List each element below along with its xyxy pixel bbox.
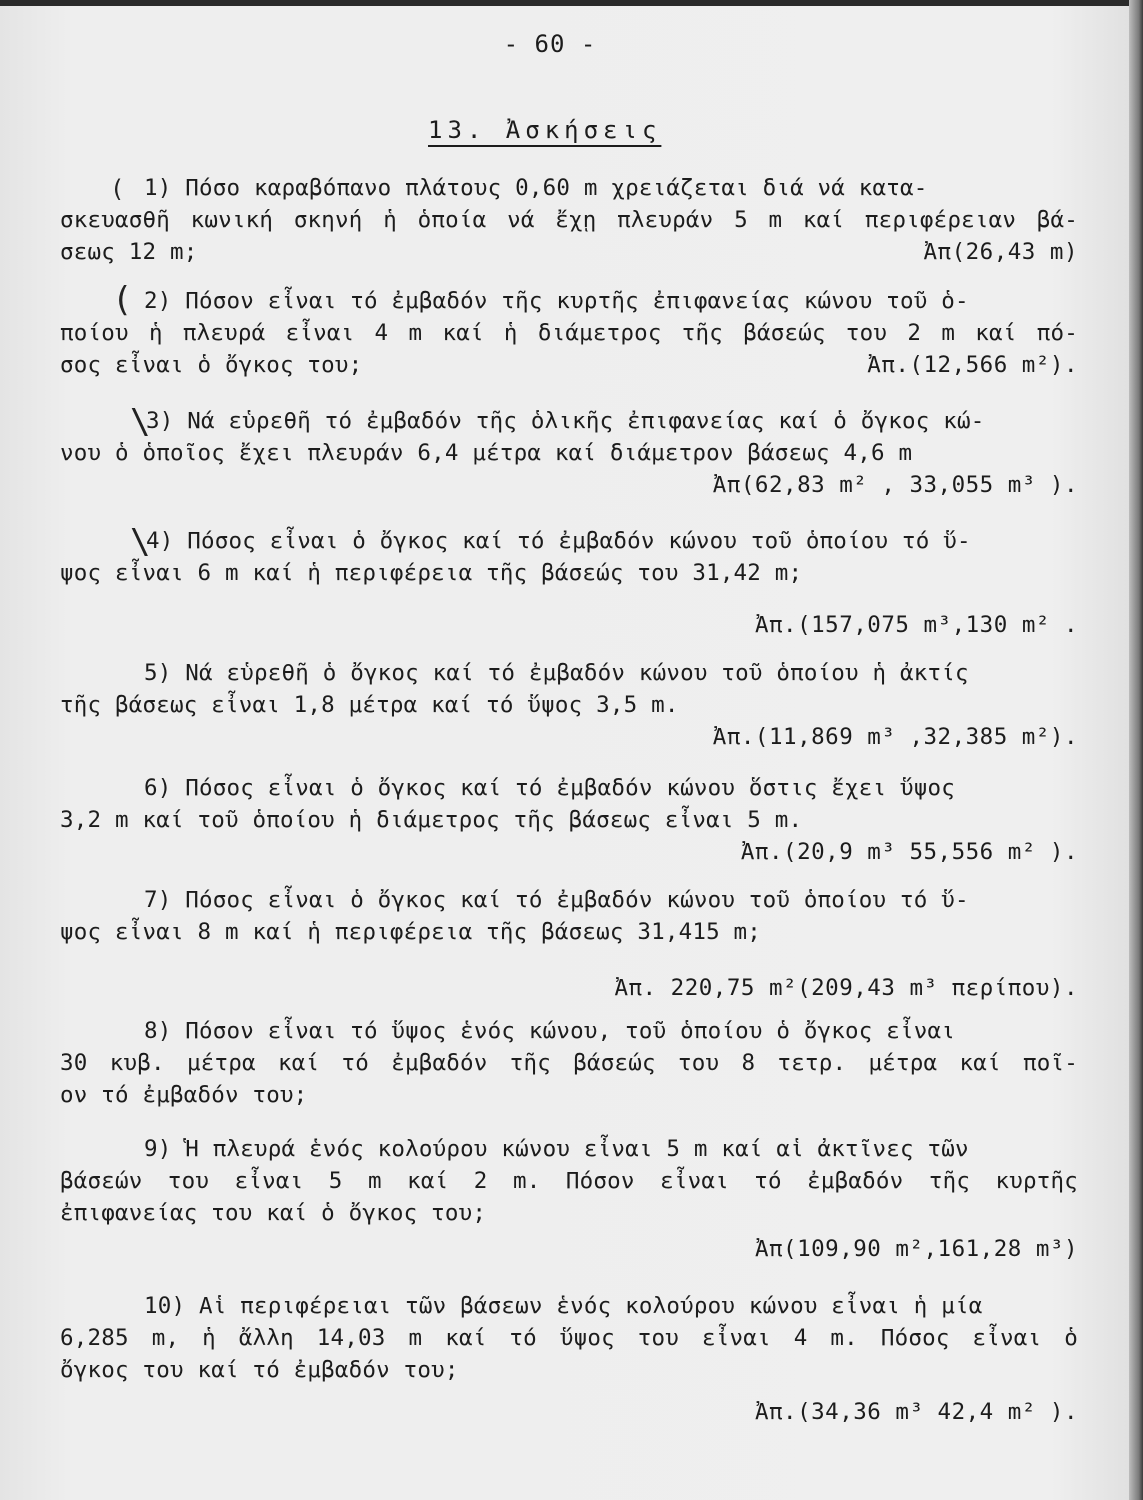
exercise-line: ον τό ἐμβαδόν του; — [60, 1082, 308, 1108]
exercise-answer: Ἀπ(62,83 m² , 33,055 m³ ). — [712, 472, 1078, 498]
exercise-answer: Ἀπ. 220,75 m²(209,43 m³ περίπου). — [614, 975, 1078, 1001]
exercise-answer: Ἀπ(109,90 m²,161,28 m³) — [754, 1236, 1078, 1262]
exercise-line: 30 κυβ. μέτρα καί τό ἐμβαδόν τῆς βάσεώς του 8 τετρ. μέτρα καί ποῖ- — [60, 1050, 1078, 1076]
page-number: - 60 - — [503, 30, 597, 58]
exercise-line: σκευασθῆ κωνική σκηνή ἡ ὁποία νά ἔχῃ πλευράν 5 m καί περιφέρειαν βά- — [60, 207, 1078, 233]
exercise-9 — [60, 1133, 1078, 1265]
exercise-line: ποίου ἡ πλευρά εἶναι 4 m καί ἡ διάμετρος τῆς βάσεώς του 2 m καί πό- — [60, 320, 1078, 346]
exercise-line: σος εἶναι ὁ ὄγκος του; — [60, 352, 363, 378]
exercise-line: 10) Αἱ περιφέρειαι τῶν βάσεων ἑνός κολούρου κώνου εἶναι ἡ μία — [144, 1293, 983, 1319]
exercise-6 — [60, 772, 1078, 872]
exercise-line: σεως 12 m; — [60, 239, 198, 265]
exercise-answer: Ἀπ.(34,36 m³ 42,4 m² ). — [754, 1399, 1078, 1425]
exercise-4 — [60, 522, 1078, 645]
exercise-line: ψος εἶναι 8 m καί ἡ περιφέρεια τῆς βάσεως 31,415 m; — [60, 919, 762, 945]
exercise-answer: Ἀπ(26,43 m) — [923, 239, 1078, 265]
exercise-line: 3) Νά εὑρεθῆ τό ἐμβαδόν τῆς ὁλικῆς ἐπιφανείας καί ὁ ὄγκος κώ- — [146, 408, 985, 434]
margin-bracket-mark: \ — [130, 402, 151, 442]
margin-bracket-mark: ( — [110, 175, 125, 203]
exercise-7 — [60, 884, 1078, 1004]
exercise-line: τῆς βάσεως εἶναι 1,8 μέτρα καί τό ὕψος 3,5 m. — [60, 692, 679, 718]
exercise-line: 7) Πόσος εἶναι ὁ ὄγκος καί τό ἐμβαδόν κώνου τοῦ ὁποίου τό ὕ- — [144, 887, 969, 913]
exercise-line: ἐπιφανείας του καί ὁ ὄγκος του; — [60, 1200, 487, 1226]
exercise-line: 6) Πόσος εἶναι ὁ ὄγκος καί τό ἐμβαδόν κώνου ὅστις ἔχει ὕψος — [144, 775, 956, 801]
exercise-line: 9) Ἡ πλευρά ἑνός κολούρου κώνου εἶναι 5 m καί αἱ ἀκτῖνες τῶν — [144, 1136, 969, 1162]
exercise-10 — [60, 1290, 1078, 1430]
section-title: 13. Ἀσκήσεις — [428, 116, 662, 144]
exercise-line: 5) Νά εὑρεθῆ ὁ ὄγκος καί τό ἐμβαδόν κώνου τοῦ ὁποίου ἡ ἀκτίς — [144, 660, 969, 686]
margin-bracket-mark: ( — [112, 280, 133, 320]
exercise-line: 2) Πόσον εἶναι τό ἐμβαδόν τῆς κυρτῆς ἐπιφανείας κώνου τοῦ ὁ- — [144, 288, 969, 314]
exercise-2 — [60, 280, 1078, 385]
exercise-1 — [60, 172, 1078, 272]
page-top-edge — [0, 0, 1143, 6]
exercise-answer: Ἀπ.(12,566 m²). — [867, 352, 1078, 378]
exercise-line: νου ὁ ὁποῖος ἔχει πλευράν 6,4 μέτρα καί διάμετρον βάσεως 4,6 m — [60, 440, 913, 466]
exercise-line: 6,285 m, ἡ ἄλλη 14,03 m καί τό ὕψος του εἶναι 4 m. Πόσος εἶναι ὁ — [60, 1325, 1078, 1351]
margin-bracket-mark: \ — [130, 522, 151, 562]
page-right-edge-shadow — [1129, 0, 1143, 1500]
exercise-3 — [60, 402, 1078, 505]
exercise-answer: Ἀπ.(11,869 m³ ,32,385 m²). — [712, 724, 1078, 750]
exercise-answer: Ἀπ.(20,9 m³ 55,556 m² ). — [740, 839, 1078, 865]
exercise-line: 8) Πόσον εἶναι τό ὕψος ἑνός κώνου, τοῦ ὁποίου ὁ ὄγκος εἶναι — [144, 1018, 956, 1044]
exercise-line: 1) Πόσο καραβόπανο πλάτους 0,60 m χρειάζεται διά νά κατα- — [144, 175, 928, 201]
exercise-line: ψος εἶναι 6 m καί ἡ περιφέρεια τῆς βάσεώς του 31,42 m; — [60, 560, 803, 586]
exercise-line: 3,2 m καί τοῦ ὁποίου ἡ διάμετρος τῆς βάσεως εἶναι 5 m. — [60, 807, 803, 833]
exercise-line: 4) Πόσος εἶναι ὁ ὄγκος καί τό ἐμβαδόν κώνου τοῦ ὁποίου τό ὕ- — [146, 528, 971, 554]
exercise-5 — [60, 657, 1078, 757]
exercise-line: ὄγκος του καί τό ἐμβαδόν του; — [60, 1357, 459, 1383]
exercise-line: βάσεών του εἶναι 5 m καί 2 m. Πόσον εἶναι τό ἐμβαδόν τῆς κυρτῆς — [60, 1168, 1078, 1194]
exercise-8 — [60, 1015, 1078, 1115]
exercise-answer: Ἀπ.(157,075 m³,130 m² . — [754, 612, 1078, 638]
